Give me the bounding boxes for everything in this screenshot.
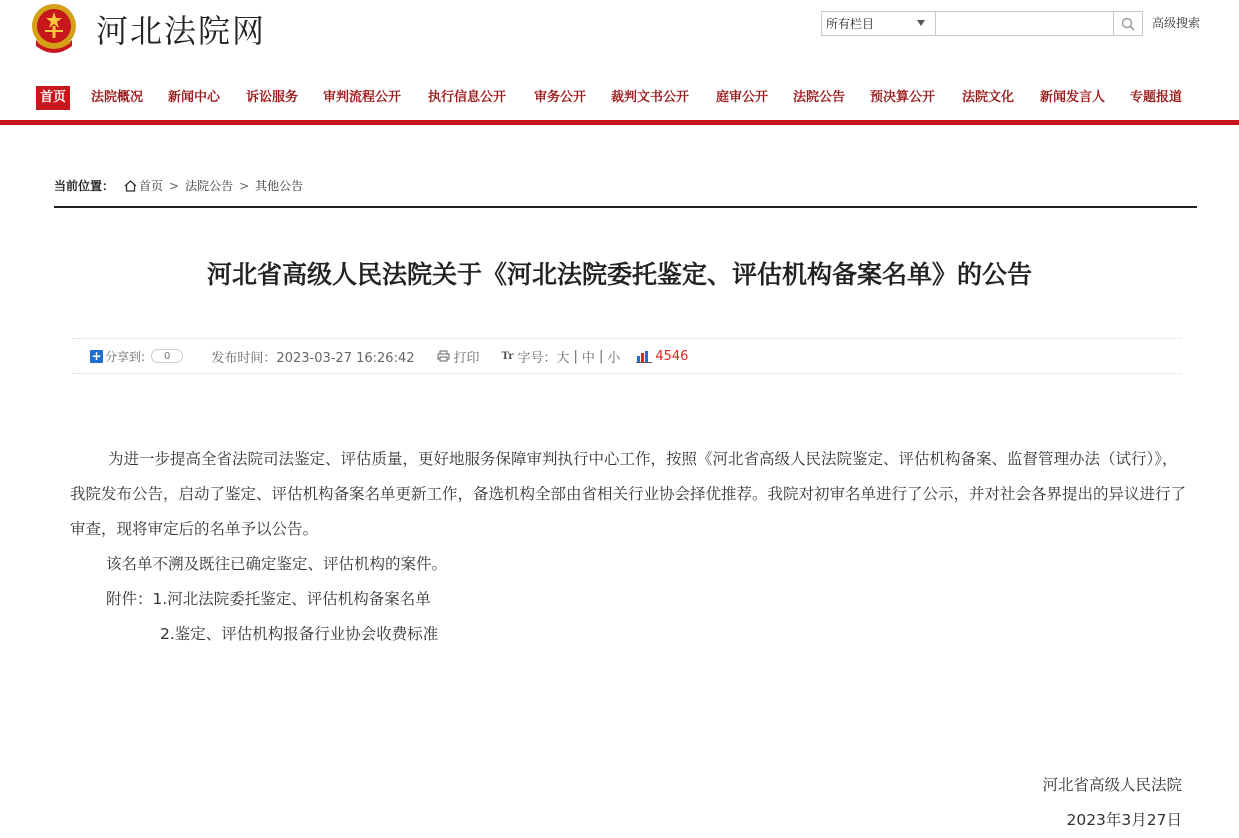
breadcrumb-separator: > [169, 178, 180, 193]
signature-date: 2023年3月27日 [1066, 811, 1182, 829]
nav-item-trial-process[interactable]: 审判流程公开 [323, 90, 402, 105]
nav-item-court-overview[interactable]: 法院概况 [91, 90, 144, 105]
nav-item-court-notices[interactable]: 法院公告 [793, 90, 846, 105]
attachment-link-2[interactable]: 2.鉴定、评估机构报备行业协会收费标准 [160, 625, 439, 643]
article-meta [72, 338, 1182, 374]
nav-item-execution-info[interactable]: 执行信息公开 [428, 90, 507, 105]
attachment-link-1[interactable]: 1.河北法院委托鉴定、评估机构备案名单 [152, 590, 431, 608]
attachment-label: 附件： [106, 590, 153, 608]
search-button[interactable] [1113, 12, 1142, 35]
nav-item-news-center[interactable]: 新闻中心 [168, 90, 221, 105]
font-separator: | [573, 348, 578, 364]
breadcrumb-label: 当前位置： [54, 179, 115, 193]
print-button[interactable] [437, 347, 480, 366]
search-bar [821, 11, 1143, 36]
nav-item-special-reports[interactable]: 专题报道 [1130, 90, 1183, 105]
share-count: 0 [151, 349, 183, 363]
bar-chart-icon [636, 350, 652, 363]
nav-item-court-affairs[interactable]: 审务公开 [534, 90, 587, 105]
search-icon [1121, 17, 1135, 31]
print-label: 打印 [453, 350, 480, 366]
site-title[interactable]: 河北法院网 [96, 12, 267, 50]
article-title: 河北省高级人民法院关于《河北法院委托鉴定、评估机构备案名单》的公告 [206, 260, 1032, 289]
text-size-icon: Tr [501, 350, 514, 362]
home-icon [124, 180, 137, 192]
font-size-control [502, 347, 621, 366]
breadcrumb [54, 177, 303, 194]
font-large-button[interactable]: 大 [556, 350, 570, 366]
breadcrumb-rule [54, 206, 1197, 208]
publish-time: 发布时间：2023-03-27 16:26:42 [211, 350, 415, 366]
signature-block [1042, 768, 1182, 838]
font-separator: | [598, 348, 604, 364]
breadcrumb-separator: > [239, 178, 250, 193]
view-count-value: 4546 [655, 348, 689, 364]
article-paragraph: 该名单不溯及既往已确定鉴定、评估机构的案件。 [106, 555, 448, 573]
font-medium-button[interactable]: 中 [581, 350, 595, 366]
font-size-label: 字号： [517, 350, 557, 366]
court-emblem-icon[interactable] [28, 0, 80, 56]
search-scope-value: 所有栏目 [826, 17, 875, 31]
main-nav [0, 86, 1239, 112]
chevron-down-icon [917, 20, 925, 26]
article-paragraph: 为进一步提高全省法院司法鉴定、评估质量，更好地服务保障审判执行中心工作，按照《河北省高级人民法院鉴定、评估机构备案、监督管理办法（试行）》，我院发布公告，启动了鉴定、评估机构备案名单更新工作，备选机构全部由省相关行业协会择优推荐。我院对初审名单进行了公示，并对社会各界提出的异议进行了审查，现将审定后的名单予以公告。 [70, 450, 1187, 538]
attachment-line [70, 582, 1190, 617]
nav-item-spokesperson[interactable]: 新闻发言人 [1040, 90, 1106, 105]
nav-item-home[interactable]: 首页 [36, 86, 70, 110]
share-label: 分享到: [105, 349, 146, 364]
view-count [636, 349, 688, 364]
attachment-line [70, 617, 1190, 652]
site-header [0, 0, 1239, 60]
nav-item-judgments[interactable]: 裁判文书公开 [611, 90, 690, 105]
nav-item-trial-live[interactable]: 庭审公开 [716, 90, 769, 105]
nav-item-litigation-service[interactable]: 诉讼服务 [246, 90, 299, 105]
breadcrumb-home[interactable]: 首页 [139, 179, 164, 193]
printer-icon [437, 350, 450, 362]
nav-item-court-culture[interactable]: 法院文化 [962, 90, 1015, 105]
font-small-button[interactable]: 小 [607, 350, 621, 366]
advanced-search-link[interactable]: 高级搜索 [1152, 16, 1201, 30]
breadcrumb-other-notices[interactable]: 其他公告 [255, 179, 304, 193]
search-scope-select[interactable] [822, 12, 936, 35]
nav-item-budget[interactable]: 预决算公开 [870, 90, 936, 105]
article-body [70, 442, 1190, 652]
breadcrumb-court-notices[interactable]: 法院公告 [185, 179, 234, 193]
share-plus-icon[interactable]: + [91, 348, 102, 363]
signature-org: 河北省高级人民法院 [1042, 776, 1182, 794]
search-input[interactable] [936, 12, 1113, 35]
share-widget[interactable] [90, 348, 183, 365]
nav-divider [0, 120, 1239, 125]
